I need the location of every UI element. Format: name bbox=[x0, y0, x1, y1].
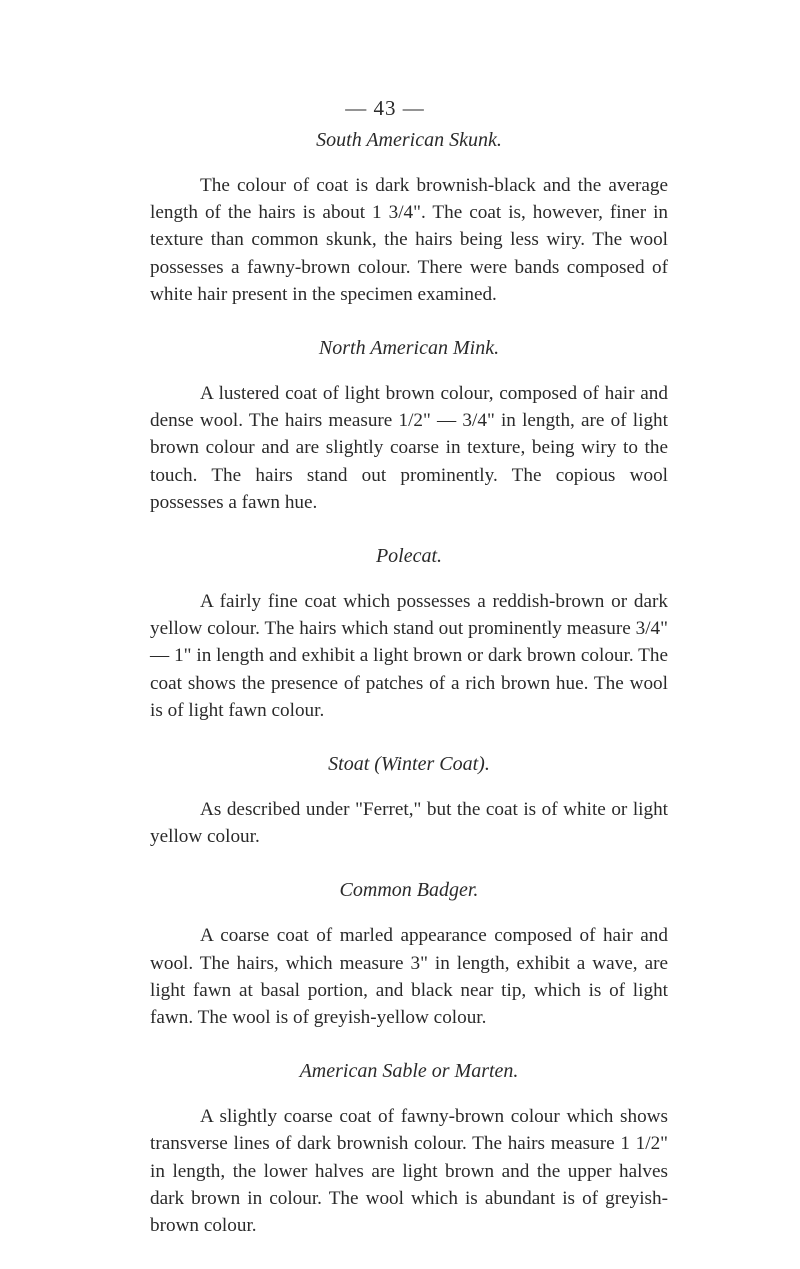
section-common-badger bbox=[150, 878, 668, 1031]
section-north-american-mink bbox=[150, 336, 668, 516]
section-title: Common Badger. bbox=[339, 879, 479, 902]
section-polecat bbox=[150, 544, 668, 724]
section-title: South American Skunk. bbox=[316, 129, 502, 151]
section-title: Polecat. bbox=[375, 545, 443, 568]
section-stoat bbox=[150, 752, 668, 850]
section-paragraph: A lustered coat of light brown colour, composed of hair and dense wool. The hairs measure 1/2" — 3/4" in length, are of light brown colour and are slightly coarse in texture, being wiry to the touch. The hairs stand out prominently. The copious wool possesses a fawn hue. bbox=[150, 383, 668, 513]
document-body bbox=[150, 128, 668, 1267]
section-title: American Sable or Marten. bbox=[299, 1060, 519, 1083]
section-paragraph: A slightly coarse coat of fawny-brown colour which shows transverse lines of dark brownish colour. The hairs measure 1 1/2" in length, the lower halves are light brown and the upper halves dark brown in colour. The wool which is abundant is of greyish-brown colour. bbox=[150, 1106, 668, 1237]
section-paragraph: The colour of coat is dark brownish-black and the average length of the hairs is about 1 3/4". The coat is, however, finer in texture than common skunk, the hairs being less wiry. The wool possesses a fawny-brown colour. There were bands composed of white hair present in the specimen examined. bbox=[150, 175, 668, 305]
page-number: — 43 — bbox=[345, 96, 425, 120]
section-american-sable bbox=[150, 1059, 668, 1239]
section-paragraph: As described under "Ferret," but the coat is of white or light yellow colour. bbox=[150, 799, 668, 848]
section-south-american-skunk bbox=[150, 128, 668, 308]
section-paragraph: A fairly fine coat which possesses a reddish-brown or dark yellow colour. The hairs which stand out prominently measure 3/4" — 1" in length and exhibit a light brown or dark brown colour. The coat shows the presence of patches of a rich brown hue. The wool is of light fawn colour. bbox=[150, 591, 668, 721]
section-title: North American Mink. bbox=[318, 337, 500, 360]
section-title: Stoat (Winter Coat). bbox=[328, 753, 490, 776]
section-paragraph: A coarse coat of marled appearance composed of hair and wool. The hairs, which measure 3" in length, exhibit a wave, are light fawn at basal portion, and black near tip, which is of light fawn. The wool is of greyish-yellow colour. bbox=[150, 925, 668, 1029]
